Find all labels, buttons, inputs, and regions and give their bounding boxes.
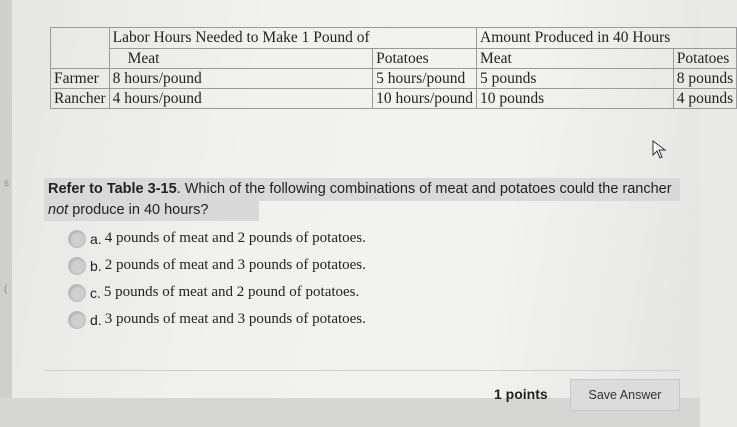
points-label: 1 points [494,386,548,402]
option-c[interactable] [68,279,366,306]
option-letter: d. [90,311,102,328]
cell: 8 hours/pound [109,69,372,89]
mouse-pointer-icon [652,140,668,160]
edge-mark: s [4,178,9,189]
table-row [51,89,737,109]
labor-title: Labor Hours Needed to Make 1 Pound of [109,28,372,49]
option-text: 3 pounds of meat and 3 pounds of potatoes. [104,311,366,327]
option-letter: a. [90,230,102,247]
option-d[interactable] [68,306,366,333]
question-text [48,179,680,221]
table-corner-2 [51,49,110,69]
cell: 4 pounds [673,89,736,109]
save-answer-button[interactable]: Save Answer [570,379,680,411]
cell: 5 hours/pound [373,69,477,89]
table-corner [51,28,110,49]
cell: 8 pounds [673,69,736,89]
subheader-labor-potatoes: Potatoes [373,49,477,69]
left-edge [0,0,12,427]
option-text: 5 pounds of meat and 2 pound of potatoes. [103,284,360,300]
option-letter: c. [90,284,101,301]
radio-button[interactable] [68,284,86,302]
amount-title: Amount Produced in 40 Hours [477,28,674,49]
option-a[interactable] [68,225,366,252]
question-body: . Which of the following combinations of meat and potatoes could the rancher [176,181,672,197]
row-label: Rancher [51,89,110,109]
question-emphasis: not [48,202,69,218]
option-letter: b. [90,257,102,274]
subheader-labor-meat: Meat [109,49,372,69]
labor-title-span [373,28,477,49]
question-body-end: produce in 40 hours? [68,202,209,218]
radio-button[interactable] [68,257,86,275]
divider [44,370,680,371]
radio-button[interactable] [68,311,86,329]
subheader-amount-meat: Meat [477,49,674,69]
option-text: 4 pounds of meat and 2 pounds of potatoes. [104,230,366,246]
option-b[interactable] [68,252,366,279]
amount-title-span [673,28,736,49]
table-row [51,69,737,89]
cell: 5 pounds [477,69,674,89]
production-table [50,27,737,109]
question-ref: Refer to Table 3-15 [48,181,177,197]
cell: 4 hours/pound [109,89,372,109]
cell: 10 pounds [477,89,674,109]
subheader-amount-potatoes: Potatoes [673,49,736,69]
row-label: Farmer [51,69,110,89]
option-text: 2 pounds of meat and 3 pounds of potatoes. [104,257,366,273]
radio-button[interactable] [68,230,86,248]
answer-options [68,225,366,333]
cell: 10 hours/pound [373,89,477,109]
edge-mark: ( [4,284,8,295]
